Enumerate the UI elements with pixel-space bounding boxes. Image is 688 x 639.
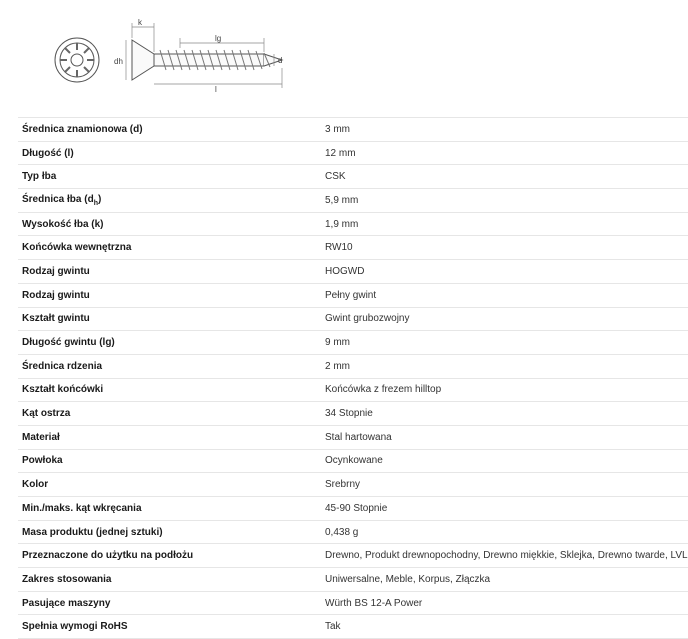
spec-value: Srebrny — [321, 473, 688, 497]
spec-value: 2 mm — [321, 354, 688, 378]
spec-row — [18, 402, 688, 426]
spec-value: Stal hartowana — [321, 425, 688, 449]
spec-row — [18, 236, 688, 260]
spec-label — [18, 497, 321, 521]
spec-row — [18, 189, 688, 213]
spec-label-text: Rodzaj gwintu — [22, 289, 90, 301]
spec-label — [18, 260, 321, 284]
spec-row — [18, 520, 688, 544]
spec-label-text: Typ łba — [22, 171, 57, 183]
spec-row — [18, 354, 688, 378]
spec-label-text: Wysokość łba (k) — [22, 218, 104, 230]
spec-row — [18, 449, 688, 473]
spec-label — [18, 473, 321, 497]
spec-value: 3 mm — [321, 118, 688, 142]
screw-technical-drawing — [0, 0, 688, 118]
spec-label-text: Końcówka wewnętrzna — [22, 242, 132, 254]
spec-value: RW10 — [321, 236, 688, 260]
spec-label — [18, 568, 321, 592]
spec-label — [18, 402, 321, 426]
spec-value: Ocynkowane — [321, 449, 688, 473]
spec-label — [18, 212, 321, 236]
spec-label — [18, 141, 321, 165]
spec-label — [18, 520, 321, 544]
specs-table-body — [18, 118, 688, 639]
spec-row — [18, 260, 688, 284]
spec-label-text: Kształt gwintu — [22, 313, 90, 325]
spec-row — [18, 544, 688, 568]
spec-value: 12 mm — [321, 141, 688, 165]
spec-label-text: Średnica rdzenia — [22, 360, 103, 372]
spec-label — [18, 189, 321, 213]
spec-label-text: Przeznaczone do użytku na podłożu — [22, 550, 194, 562]
spec-label-text: Kąt ostrza — [22, 408, 71, 420]
spec-label-text: Długość gwintu (lg) — [22, 337, 115, 349]
screw-side-view — [126, 23, 282, 88]
spec-label-text: Rodzaj gwintu — [22, 265, 90, 277]
spec-label-text: Kolor — [22, 479, 49, 491]
spec-label-text: Min./maks. kąt wkręcania — [22, 502, 142, 514]
spec-label — [18, 236, 321, 260]
spec-value: 9 mm — [321, 331, 688, 355]
spec-value: 34 Stopnie — [321, 402, 688, 426]
spec-label — [18, 544, 321, 568]
spec-row — [18, 568, 688, 592]
spec-row — [18, 141, 688, 165]
specs-table — [18, 117, 688, 639]
spec-label — [18, 331, 321, 355]
spec-row — [18, 378, 688, 402]
spec-label — [18, 378, 321, 402]
spec-row — [18, 212, 688, 236]
spec-value: Pełny gwint — [321, 283, 688, 307]
spec-row — [18, 473, 688, 497]
spec-value: CSK — [321, 165, 688, 189]
spec-label-subscript: h — [93, 199, 98, 207]
spec-value: Drewno, Produkt drewnopochodny, Drewno miękkie, Sklejka, Drewno twarde, LVL — [321, 544, 688, 568]
spec-row — [18, 165, 688, 189]
spec-row — [18, 283, 688, 307]
spec-label — [18, 118, 321, 142]
spec-row — [18, 118, 688, 142]
spec-label — [18, 449, 321, 473]
spec-label — [18, 307, 321, 331]
spec-label-text: Długość (l) — [22, 147, 74, 159]
spec-value: Końcówka z frezem hilltop — [321, 378, 688, 402]
dim-dh-label: dh — [114, 57, 123, 66]
spec-value: Tak — [321, 615, 688, 639]
spec-label — [18, 591, 321, 615]
dim-k-label: k — [138, 18, 142, 27]
dim-l-label: l — [215, 85, 217, 93]
screw-diagram-svg — [50, 18, 290, 93]
spec-label — [18, 283, 321, 307]
spec-label-text: Zakres stosowania — [22, 573, 112, 585]
dim-d-label: d — [278, 56, 283, 65]
spec-label-end: ) — [97, 193, 102, 205]
spec-value: 5,9 mm — [321, 189, 688, 213]
spec-value: 1,9 mm — [321, 212, 688, 236]
spec-label-text: Materiał — [22, 431, 60, 443]
spec-label — [18, 425, 321, 449]
spec-label — [18, 354, 321, 378]
spec-label-text: Masa produktu (jednej sztuki) — [22, 526, 163, 538]
spec-value: Würth BS 12-A Power — [321, 591, 688, 615]
spec-value: 0,438 g — [321, 520, 688, 544]
spec-label-text: Kształt końcówki — [22, 384, 104, 396]
spec-label-text: Powłoka — [22, 455, 63, 467]
screw-head-top-view — [55, 38, 99, 82]
spec-row — [18, 425, 688, 449]
spec-row — [18, 591, 688, 615]
spec-label-text: Średnica łba (d — [22, 193, 94, 205]
spec-value: Uniwersalne, Meble, Korpus, Złączka — [321, 568, 688, 592]
spec-label-text: Średnica znamionowa (d) — [22, 123, 143, 135]
spec-label — [18, 165, 321, 189]
spec-value: Gwint grubozwojny — [321, 307, 688, 331]
spec-value: HOGWD — [321, 260, 688, 284]
spec-label-text: Pasujące maszyny — [22, 597, 111, 609]
spec-label-text: Spełnia wymogi RoHS — [22, 621, 128, 633]
spec-row — [18, 331, 688, 355]
spec-value: 45-90 Stopnie — [321, 497, 688, 521]
spec-row — [18, 307, 688, 331]
spec-row — [18, 497, 688, 521]
dim-lg-label: lg — [215, 34, 222, 43]
